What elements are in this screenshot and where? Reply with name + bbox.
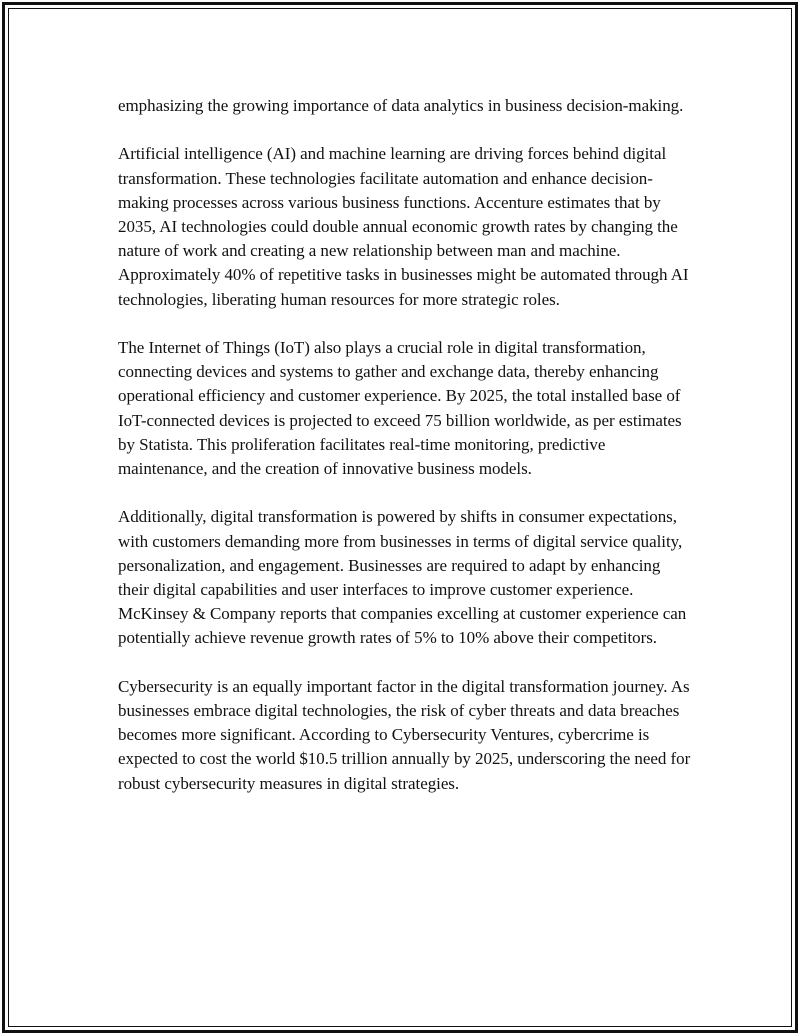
- document-body: [118, 94, 692, 820]
- paragraph-internet-of-things: The Internet of Things (IoT) also plays a crucial role in digital transformation, connecting devices and systems to gather and exchange data, thereby enhancing operational efficiency and customer experience. By 2025, the total installed base of IoT-connected devices is projected to exceed 75 billion worldwide, as per estimates by Statista. This proliferation facilitates real-time monitoring, predictive maintenance, and the creation of innovative business models.: [118, 338, 682, 479]
- paragraph-cybersecurity: Cybersecurity is an equally important factor in the digital transformation journey. As businesses embrace digital technologies, the risk of cyber threats and data breaches becomes more significant. According to Cybersecurity Ventures, cybercrime is expected to cost the world $10.5 trillion annually by 2025, underscoring the need for robust cybersecurity measures in digital strategies.: [118, 676, 691, 793]
- paragraph-ai-machine-learning: Artificial intelligence (AI) and machine learning are driving forces behind digital transformation. These technologies facilitate automation and enhance decision-making processes across various business functions. Accenture estimates that by 2035, AI technologies could double annual economic growth rates by changing the nature of work and creating a new relationship between man and machine. Approximately 40% of repetitive tasks in businesses might be automated through AI technologies, liberating human resources for more strategic roles.: [118, 144, 689, 309]
- paragraph-data-analytics: emphasizing the growing importance of data analytics in business decision-making.: [118, 96, 684, 115]
- paragraph-consumer-expectations: Additionally, digital transformation is powered by shifts in consumer expectations, with customers demanding more from businesses in terms of digital service quality, personalization, and engagement. Businesses are required to adapt by enhancing their digital capabilities and user interfaces to improve customer experience. McKinsey & Company reports that companies excelling at customer experience can potentially achieve revenue growth rates of 5% to 10% above their competitors.: [118, 507, 687, 648]
